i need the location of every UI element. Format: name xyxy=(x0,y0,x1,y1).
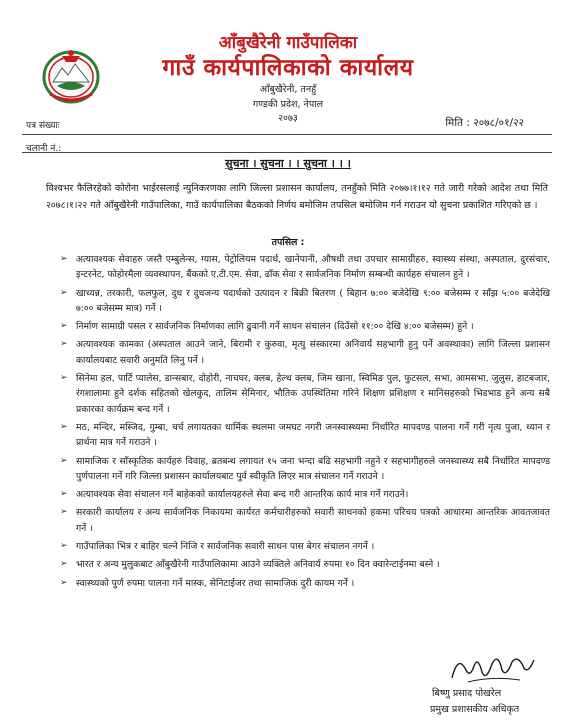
list-item xyxy=(60,252,550,283)
list-item xyxy=(60,371,550,417)
arrow-bullet-icon: ➢ xyxy=(60,507,68,518)
arrow-bullet-icon: ➢ xyxy=(60,489,68,500)
list-item-text: अत्यावश्यक कामका (अस्पताल आउने जाने, बिरामी र कुरुवा, मृत्यु संस्कारमा अनिवार्य सहभागी हुनु पर्ने अवस्थाका) लागि जिल्ला प्रशासन कार्यालयबाट सवारी अनुमति लिनु पर्ने । xyxy=(76,339,550,366)
office-province: गण्डकी प्रदेश, नेपाल xyxy=(252,99,324,110)
notice-title-text: सुचना । सुचना । । सुचना । । । xyxy=(225,157,351,170)
list-item xyxy=(60,337,550,368)
arrow-bullet-icon: ➢ xyxy=(60,559,68,570)
notice-item-list xyxy=(60,252,550,594)
office-name: आँबुखैरेनी गाउँपालिका xyxy=(218,33,358,53)
list-item xyxy=(60,454,550,485)
list-item-text: स्वास्थ्यको पुर्ण रुपमा पालना गर्ने मास्क, सेनिटाईजर तथा सामाजिक दुरी कायम गर्ने । xyxy=(76,577,355,589)
arrow-bullet-icon: ➢ xyxy=(60,541,68,552)
list-item-text: अत्यावश्यक सेवा संचालन गर्ने बाहेकको कार्यालयहरुले सेवा बन्द गरी आन्तरिक कार्य मात्र गर्ने गराउने। xyxy=(76,489,409,501)
list-item-text: खाध्यन्न, तरकारी, फलफुल, दुध र दुधजन्य पदार्थको उत्पादन र बिक्री बितरण ( बिहान ७:०० बजेदेखि ९:०० बजेसम्म र साँझ ५:०० बजेदेखि ७:०० बजेसम्म मात्र) गर्ने । xyxy=(76,287,550,314)
list-item xyxy=(60,420,550,451)
arrow-bullet-icon: ➢ xyxy=(60,577,68,588)
list-item-text: मठ, मन्दिर, मस्जिद, गुम्बा, चर्च लगायतका धार्मिक स्थलमा जमघट नगरी जनस्वास्थ्यमा निर्धारित मापदण्ड पालना गर्ने गरी नृत्य पुजा, ध्यान र प्रार्थना मात्र गर्ने गराउने । xyxy=(76,421,550,449)
arrow-bullet-icon: ➢ xyxy=(60,339,68,350)
list-item xyxy=(60,319,550,334)
list-item-text: सामाजिक र साँस्कृतिक कार्यहरु विवाह, ब्रतबन्ध लगायत १५ जना भन्दा बढि सहभागी नहुने र सहभागीहरुले जनस्वास्थ्य सबै निर्धारित मापदण्ड पुर्णपालना गर्ने गरि जिल्ला प्रशासन कार्यालयबाट पुर्व स्वीकृति लिएर मात्र संचालन गर्ने गराउने । xyxy=(76,455,550,482)
notice-intro: विश्वभर फैलिरहेको कोरोना भाईरसलाई न्युनिकरणका लागि जिल्ला प्रशासन कार्यालय, तनहुँको मिति २०७७।१।१२ गते जारी गरेको आदेश तथा मिति २०७८।१।२२ गते आँबुखैरेनी गाउँपालिका, गाउँ कार्यपालिका बैठकको निर्णय बमोजिम तपसिल बमोजिम गर्न गराउन यो सुचना प्रकाशित गरिएको छ । xyxy=(46,183,548,211)
patra-sankhya-label: पत्र संख्याः xyxy=(26,121,60,131)
office-address: आँबुखैरेनी, तनहुँ xyxy=(259,84,317,95)
divider xyxy=(22,134,552,135)
list-item-text: भारत र अन्य मुलुकबाट आँबुखैरेनी गाउँपालिकामा आउने व्यक्तिले अनिवार्य रुपमा १० दिन क्वारेन्टाईनमा बस्ने । xyxy=(76,559,440,571)
list-item xyxy=(60,576,550,591)
divider xyxy=(22,152,552,153)
arrow-bullet-icon: ➢ xyxy=(60,321,68,332)
date-label: मिति : २०७८/०१/२२ xyxy=(445,117,524,129)
list-item xyxy=(60,487,550,502)
list-item-text: अत्यावश्यक सेवाहरु जस्तै एम्बुलेन्स, ग्यास, पेट्रोलियम पदार्थ, खानेपानी, औषधी तथा उपचार सामाग्रीहरु, स्वास्थ्य संस्था, अस्पताल, दुरसंचार, इन्टरनेट, फोहोरमैला व्यवस्थापन, बैंकको ए.टी.एम. सेवा, ढाँक सेवा र सार्वजनिक निर्माण सम्बन्धी कार्यहरु संचालन हुने । xyxy=(76,254,550,281)
arrow-bullet-icon: ➢ xyxy=(60,421,68,432)
signature-icon xyxy=(448,648,536,688)
chalani-label: चलानी नं.: xyxy=(26,144,62,154)
arrow-bullet-icon: ➢ xyxy=(60,455,68,466)
signer-role: प्रमुख प्रशासकीय अधिकृत xyxy=(430,704,520,715)
list-item-text: सरकारी कार्यालय र अन्य सार्वजनिक निकायमा कार्यरत कर्मचारीहरुको सवारी साधनको हकमा परिचय पत्रको आधारमा आन्तरिक आवतजावत गर्ने । xyxy=(76,507,550,534)
notice-title xyxy=(0,156,576,171)
list-item xyxy=(60,286,550,317)
list-item-text: सिनेमा हल, पार्टि प्यालेस, डान्सबार, दोहोरी, नाचघर, क्लब, हेल्थ क्लब, जिम खाना, स्विमिङ पुल, फुटसल, सभा, आमसभा, जुलुस, हाटबजार, रंगशालामा हुने दर्शक सहितको खेलकुद, तालिम सेमिनार, भौतिक उपस्थितिमा गरिने शिक्षण प्रशिक्षण र मानिसहरुको भिडभाड हुने अन्य सबै प्रकारका कार्यक्रम बन्द गर्ने । xyxy=(76,373,550,415)
signer-name: बिष्णु प्रसाद पोखरेल xyxy=(432,688,502,699)
list-item-text: गाउँपालिका भित्र र बाहिर चल्ने निजि र सार्वजनिक सवारी साधन पास बेगर संचालन नगर्ने । xyxy=(76,541,375,553)
arrow-bullet-icon: ➢ xyxy=(60,254,68,264)
arrow-bullet-icon: ➢ xyxy=(60,373,68,384)
list-item xyxy=(60,505,550,536)
list-item xyxy=(60,539,550,554)
list-item xyxy=(60,557,550,572)
list-item-text: निर्माण सामाग्री पसल र सार्वजनिक निर्माणका लागि ढुवानी गर्ने साधन संचालन (दिउँसो ११:०० देखि ४:०० बजेसम्म) हुने । xyxy=(76,321,474,333)
arrow-bullet-icon: ➢ xyxy=(60,287,68,298)
office-year: २०७३ xyxy=(278,113,298,124)
office-title: गाउँ कार्यपालिकाको कार्यालय xyxy=(162,55,414,81)
tapasil-heading: तपसिल : xyxy=(271,237,305,248)
